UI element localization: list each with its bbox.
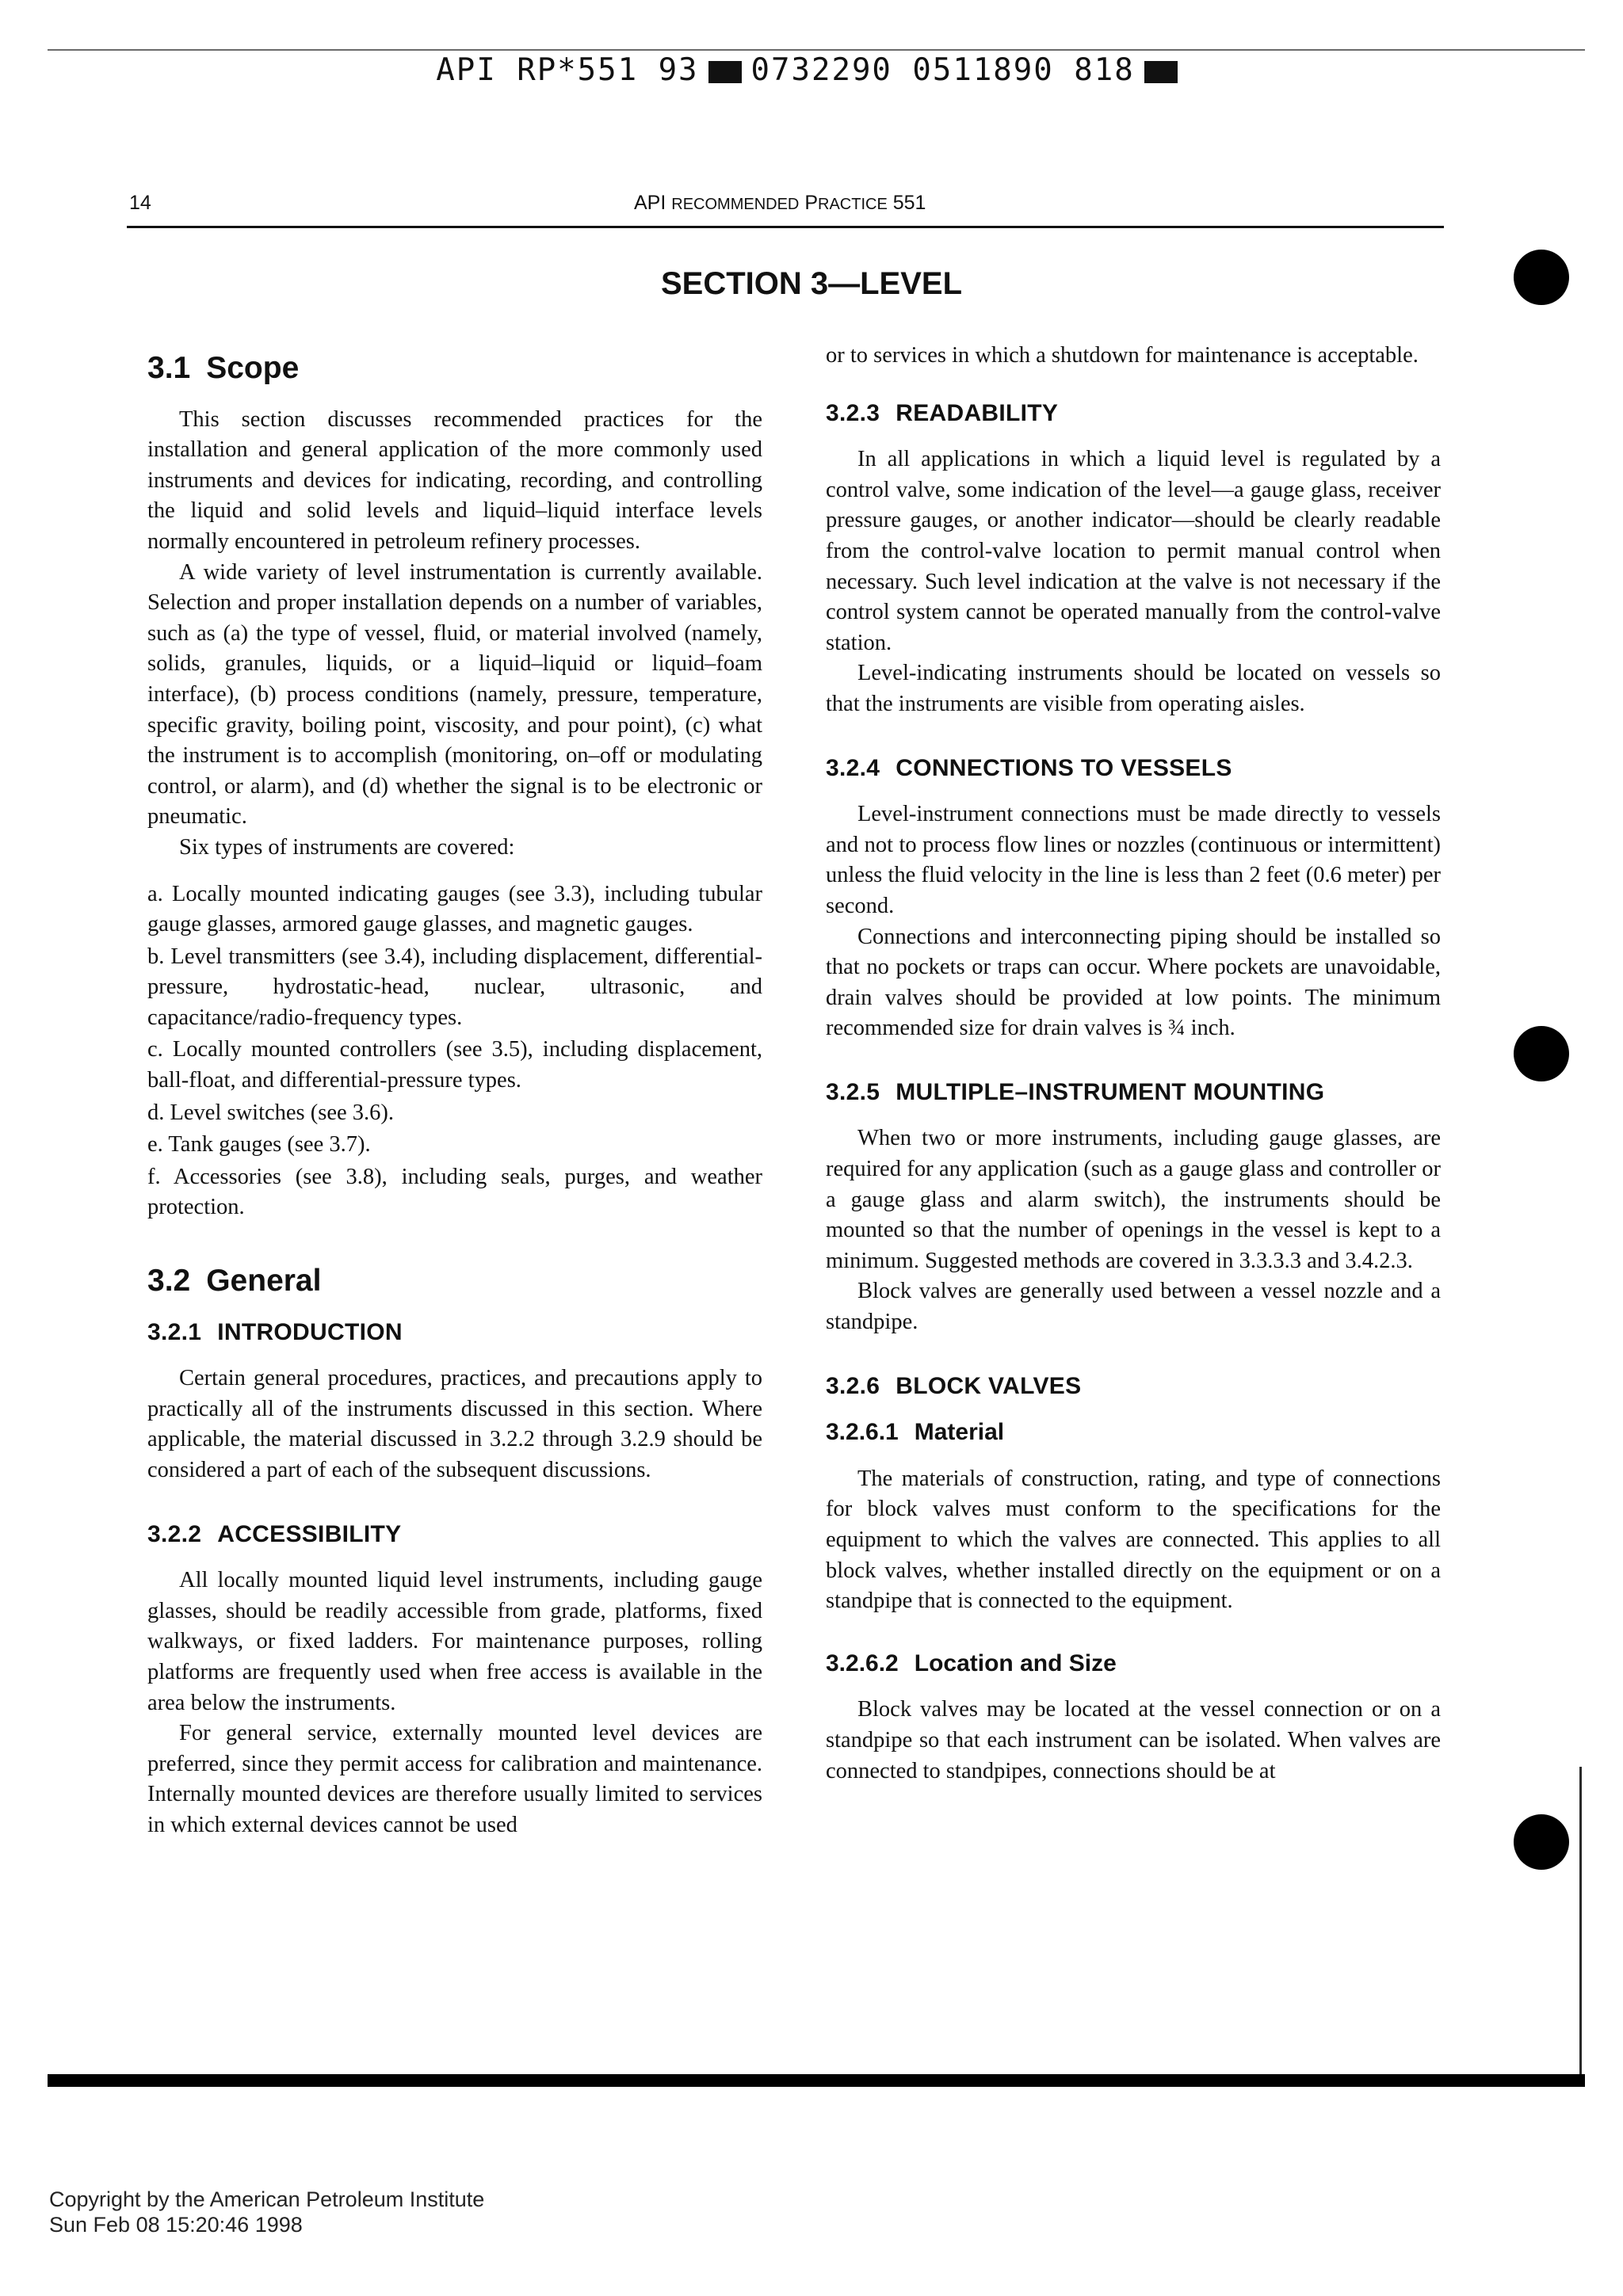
- paragraph: For general service, externally mounted level devices are preferred, since they permit access for calibration and maintenance. Internally mounted devices are therefore usually limited to services in which external devices cannot be used: [147, 1721, 762, 1837]
- section-title: SECTION 3—LEVEL: [660, 266, 963, 301]
- heading-3-2-6: 3.2.6 BLOCK VALVES: [826, 1372, 1082, 1399]
- paragraph: The materials of construction, rating, and type of connections for block valves must conform to the specifications for the equipment to which the valves are connected. This applies to all block valves, whether installed directly on the equipment or on a standpipe that is connected to the equipment.: [826, 1466, 1441, 1614]
- header-rule: [127, 226, 1444, 228]
- heading-3-2-6-1: 3.2.6.1 Material: [826, 1419, 1005, 1446]
- copyright-line: Copyright by the American Petroleum Institute: [49, 2187, 485, 2211]
- paragraph: or to services in which a shutdown for maintenance is acceptable.: [826, 343, 1419, 368]
- scan-top-rule: [48, 49, 1585, 51]
- heading-3-2-4: 3.2.4 CONNECTIONS TO VESSELS: [826, 754, 1232, 781]
- paragraph: A wide variety of level instrumentation is currently available. Selection and proper installation depends on a number of variables, such as (a) the type of vessel, fluid, or material involved (namely, solids, granules, liquids, or a liquid–liquid or liquid–foam interface), (b) process conditions (namely, pressure, temperature, specific gravity, boiling point, viscosity, and pour point), (c) what the instrument is to accomplish (monitoring, on–off or modulating control, or alarm), and (d) whether the signal is to be electronic or pneumatic.: [147, 559, 762, 830]
- left-column: [147, 341, 762, 1841]
- heading-3-2-5: 3.2.5 MULTIPLE–INSTRUMENT MOUNTING: [826, 1078, 1325, 1105]
- punch-hole: [1514, 250, 1569, 305]
- paragraph: Level-indicating instruments should be located on vessels so that the instruments are visible from operating aisles.: [826, 661, 1441, 716]
- punch-hole: [1514, 1814, 1569, 1870]
- heading-3-2-2: 3.2.2 ACCESSIBILITY: [147, 1520, 402, 1547]
- right-column: [826, 341, 1441, 1787]
- paragraph: Connections and interconnecting piping should be installed so that no pockets or traps can occur. Where pockets are unavoidable, drain valves should be provided at low points. The minimum recommended size for drain valves is ¾ inch.: [826, 924, 1441, 1041]
- scan-code-2: 818: [1074, 52, 1135, 88]
- paragraph: Level-instrument connections must be made directly to vessels and not to process flow lines or nozzles (continuous or intermittent) unless the fluid velocity in the line is less than 2 feet (0.6 meter) per second.: [826, 802, 1441, 918]
- scan-block-mark: [708, 61, 742, 83]
- list-item: f. Accessories (see 3.8), including seals, purges, and weather protection.: [147, 1164, 762, 1220]
- heading-3-2-1: 3.2.1 INTRODUCTION: [147, 1318, 403, 1345]
- scan-code-1: 0732290 0511890: [750, 52, 1054, 88]
- paragraph: This section discusses recommended practices for the installation and general application of the more commonly used instruments and devices for indicating, recording, and controlling the liquid and solid levels and liquid–liquid interface levels normally encountered in petroleum refinery processes.: [147, 406, 762, 554]
- list-item: c. Locally mounted controllers (see 3.5), including displacement, ball-float, and differential-pressure types.: [147, 1037, 762, 1093]
- list-item: a. Locally mounted indicating gauges (see 3.3), including tubular gauge glasses, armored gauge glasses, and magnetic gauges.: [147, 881, 762, 937]
- heading-3-1: 3.1 Scope: [147, 351, 300, 385]
- scan-block-mark: [1144, 61, 1178, 83]
- running-head: API RECOMMENDED PRACTICE 551: [634, 192, 926, 214]
- paragraph: When two or more instruments, including gauge glasses, are required for any application (such as a gauge glass and controller or a gauge glass and alarm switch), the instruments should be mounted so that the number of openings in the vessel is kept to a minimum. Suggested methods are covered in 3.3.3.3 and 3.4.2.3.: [826, 1126, 1441, 1273]
- heading-3-2-6-2: 3.2.6.2 Location and Size: [826, 1650, 1117, 1676]
- paragraph: In all applications in which a liquid level is regulated by a control valve, some indication of the level—a gauge glass, receiver pressure gauges, or another indicator—should be clearly readable from the control-valve location to permit manual control when necessary. Such level indication at the valve is not necessary if the control system cannot be operated manually from the control-valve station.: [826, 447, 1441, 655]
- scan-header: [0, 52, 1623, 88]
- paragraph: Six types of instruments are covered:: [179, 834, 515, 860]
- paragraph: Certain general procedures, practices, and precautions apply to practically all of the instruments discussed in this section. Where applicable, the material discussed in 3.2.2 through 3.2.9 should be considered a part of each of the subsequent discussions.: [147, 1366, 762, 1482]
- scan-edge-line: [1579, 1767, 1582, 2076]
- paragraph: Block valves are generally used between a vessel nozzle and a standpipe.: [826, 1279, 1441, 1335]
- list-item: b. Level transmitters (see 3.4), including displacement, differential-pressure, hydrostatic-head, nuclear, ultrasonic, and capacitance/radio-frequency types.: [147, 944, 762, 1030]
- page-number: 14: [129, 192, 151, 214]
- heading-3-2: 3.2 General: [147, 1264, 322, 1299]
- copyright-footer: [49, 2187, 484, 2237]
- heading-3-2-3: 3.2.3 READABILITY: [826, 399, 1059, 426]
- scan-doc-id: API RP*551 93: [436, 52, 699, 88]
- list-item: d. Level switches (see 3.6).: [147, 1100, 395, 1125]
- timestamp-line: Sun Feb 08 15:20:46 1998: [49, 2213, 303, 2237]
- paragraph: All locally mounted liquid level instruments, including gauge glasses, should be readily accessible from grade, platforms, fixed walkways, or fixed ladders. For maintenance purposes, rolling platforms are frequently used when free access is available in the area below the instruments.: [147, 1568, 762, 1715]
- paragraph: Block valves may be located at the vessel connection or on a standpipe so that each instrument can be isolated. When valves are connected to standpipes, connections should be at: [826, 1697, 1441, 1783]
- punch-hole: [1514, 1026, 1569, 1081]
- list-item: e. Tank gauges (see 3.7).: [147, 1132, 371, 1158]
- scan-bottom-bar: [48, 2074, 1585, 2087]
